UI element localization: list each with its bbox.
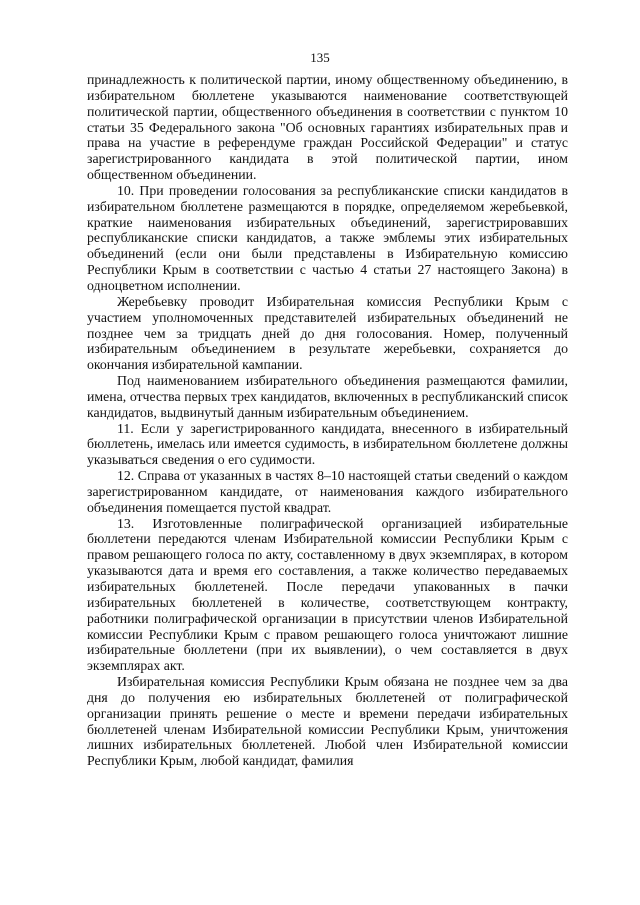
paragraph-part-11: 11. Если у зарегистрированного кандидата, внесенного в избирательный бюллетень, имелась или имеется судимость, в избирательном бюллетене должны указываться сведения о его судимости. (87, 420, 568, 468)
paragraph-part-10: 10. При проведении голосования за республиканские списки кандидатов в избирательном бюллетене размещаются в порядке, определяемом жеребьевкой, краткие наименования избирательных объединений, зарегистрировавших республиканские списки кандидатов, а также эмблемы этих избирательных объединений (если они были представлены в Избирательную комиссию Республики Крым в соответствии с частью 4 статьи 27 настоящего Закона) в одноцветном исполнении. (87, 182, 568, 293)
paragraph-drawing-lots: Жеребьевку проводит Избирательная комиссия Республики Крым с участием уполномоченных представителей избирательных объединений не позднее чем за тридцать дней до дня голосования. Номер, полученный избирательным объединением в результате жеребьевки, сохраняется до окончания избирательной кампании. (87, 293, 568, 373)
paragraph-part-13: 13. Изготовленные полиграфической организацией избирательные бюллетени передаются членам Избирательной комиссии Республики Крым с правом решающего голоса по акту, составленному в двух экземплярах, в котором указываются дата и время его составления, а также количество передаваемых избирательных бюллетеней. После передачи упакованных в пачки избирательных бюллетеней в количестве, соответствующем контракту, работники полиграфической организации в присутствии членов Избирательной комиссии Республики Крым с правом решающего голоса уничтожают лишние избирательные бюллетени (при их выявлении), о чем составляется в двух экземплярах акт. (87, 515, 568, 674)
paragraph-candidate-names: Под наименованием избирательного объединения размещаются фамилии, имена, отчества первых трех кандидатов, включенных в республиканский список кандидатов, выдвинутый данным избирательным объединением. (87, 373, 568, 420)
paragraph-part-12: 12. Справа от указанных в частях 8–10 настоящей статьи сведений о каждом зарегистрированном кандидате, от наименования каждого избирательного объединения помещается пустой квадрат. (87, 468, 568, 515)
paragraph-continuation: принадлежность к политической партии, иному общественному объединению, в избирательном бюллетене указываются наименование соответствующей политической партии, общественного объединения в соответствии с пунктом 10 статьи 35 Федерального закона "Об основных гарантиях избирательных прав и права на участие в референдуме граждан Российской Федерации" и статус зарегистрированного кандидата в этой политической партии, ином общественном объединении. (87, 72, 568, 183)
page-number: 135 (310, 50, 330, 65)
paragraph-commission-duty: Избирательная комиссия Республики Крым обязана не позднее чем за два дня до получения ею избирательных бюллетеней от полиграфической организации принять решение о месте и времени передачи избирательных бюллетеней членам Избирательной комиссии Республики Крым, уничтожения лишних избирательных бюллетеней. Любой член Избирательной комиссии Республики Крым, любой кандидат, фамилия (87, 674, 568, 769)
document-body (87, 72, 568, 769)
